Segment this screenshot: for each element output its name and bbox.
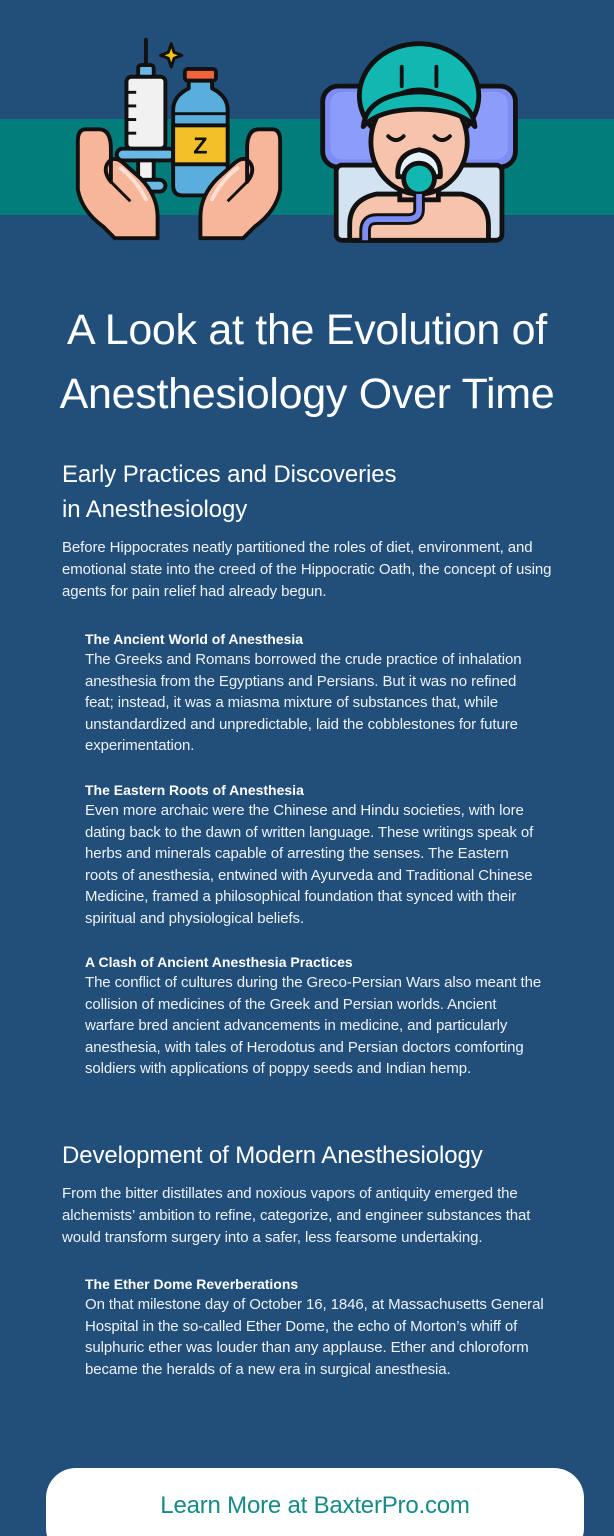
section-heading-line-2: in Anesthesiology (62, 496, 248, 523)
section-intro: Before Hippocrates neatly partitioned the roles of diet, environment, and emotional state into the creed of the Hippocratic Oath, the concept of using agents for pain relief had already begun. (62, 539, 552, 600)
section-heading-line-1: Early Practices and Discoveries (62, 461, 397, 488)
subsection-ether-dome (85, 1274, 545, 1380)
learn-more-button[interactable] (46, 1468, 584, 1536)
subsection-title: The Eastern Roots of Anesthesia (85, 782, 304, 798)
subsection-title: A Clash of Ancient Anesthesia Practices (85, 954, 353, 970)
subsection-body: Even more archaic were the Chinese and Hindu societies, with lore dating back to the dawn of written language. These writings speak of herbs and minerals capable of arresting the senses. The Eastern roots of anesthesia, entwined with Ayurveda and Traditional Chinese Medicine, framed a philosophical foundation that synced with their spiritual and physiological beliefs. (85, 802, 534, 927)
hands-syringe-vial-icon (72, 32, 286, 246)
subsection-clash-practices (85, 952, 545, 1080)
section-modern-development (62, 1138, 562, 1249)
page-title-line-1: A Look at the Evolution of (67, 306, 547, 354)
section-heading (62, 457, 562, 527)
section-early-practices (62, 457, 562, 603)
section-heading: Development of Modern Anesthesiology (62, 1142, 483, 1169)
subsection-body: On that milestone day of October 16, 1846, at Massachusetts General Hospital in the so-called Ether Dome, the echo of Morton’s whiff of sulphuric ether was louder than any applause. Ether and chloroform became the heralds of a new era in surgical anesthesia. (85, 1296, 544, 1378)
learn-more-link[interactable]: Learn More at BaxterPro.com (160, 1492, 470, 1519)
section-intro: From the bitter distillates and noxious vapors of antiquity emerged the alchemists’ ambition to refine, categorize, and engineer substances that would transform surgery into a safer, less fearsome undertaking. (62, 1185, 531, 1246)
page-title (0, 298, 614, 426)
page-title-line-2: Anesthesiology Over Time (59, 370, 555, 418)
subsection-ancient-world (85, 629, 545, 757)
subsection-eastern-roots (85, 780, 545, 930)
svg-text:Z: Z (193, 132, 208, 159)
subsection-body: The conflict of cultures during the Greco-Persian Wars also meant the collision of medicines of the Greek and Persian worlds. Ancient warfare bred ancient advancements in medicine, and particularly anesthesia, with tales of Herodotus and Persian doctors comforting soldiers with applications of poppy seeds and Indian hemp. (85, 974, 542, 1078)
subsection-title: The Ether Dome Reverberations (85, 1276, 299, 1292)
sedated-patient-icon (314, 36, 528, 248)
hero-banner (0, 0, 614, 262)
subsection-title: The Ancient World of Anesthesia (85, 631, 304, 647)
subsection-body: The Greeks and Romans borrowed the crude practice of inhalation anesthesia from the Egyptians and Persians. But it was no refined feat; instead, it was a miasma mixture of substances that, while unstandardized and unpredictable, laid the cobblestones for future experimentation. (85, 651, 522, 755)
